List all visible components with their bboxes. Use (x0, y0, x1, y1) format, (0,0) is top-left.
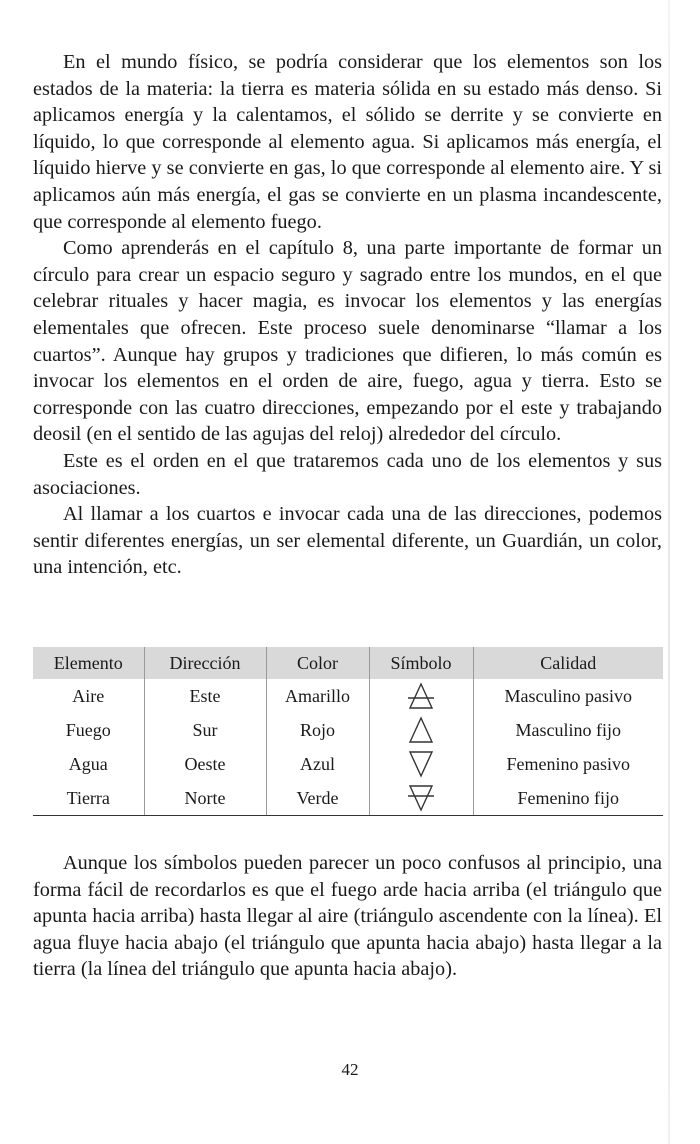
table-row (33, 713, 663, 747)
table-row (33, 679, 663, 713)
air-symbol-icon (408, 681, 434, 711)
elements-table (33, 647, 663, 816)
table-row (33, 747, 663, 781)
body-text-bottom (33, 850, 662, 983)
header-color: Color (266, 647, 369, 679)
cell-elemento: Fuego (65, 719, 111, 740)
table-header-row (33, 647, 663, 679)
header-simbolo: Símbolo (369, 647, 473, 679)
header-elemento: Elemento (33, 647, 144, 679)
water-symbol-icon (408, 749, 434, 779)
paragraph: Este es el orden en el que trataremos cada uno de los elementos y sus asociaciones. (33, 449, 662, 499)
cell-color: Verde (266, 781, 369, 816)
page-edge-shadow (668, 0, 670, 1144)
fire-symbol-icon (408, 715, 434, 745)
cell-calidad: Masculino pasivo (473, 679, 663, 713)
cell-direccion: Sur (144, 713, 266, 747)
earth-symbol-icon (408, 783, 434, 813)
cell-elemento: Tierra (33, 781, 144, 816)
cell-color: Amarillo (266, 679, 369, 713)
header-direccion: Dirección (144, 647, 266, 679)
cell-simbolo (369, 781, 473, 816)
cell-simbolo (369, 713, 473, 747)
cell-color: Rojo (266, 713, 369, 747)
cell-elemento: Agua (68, 753, 108, 774)
cell-direccion: Este (144, 679, 266, 713)
cell-simbolo (369, 747, 473, 781)
header-calidad: Calidad (473, 647, 663, 679)
cell-direccion: Oeste (144, 747, 266, 781)
table-row (33, 781, 663, 816)
cell-simbolo (369, 679, 473, 713)
cell-direccion: Norte (144, 781, 266, 816)
body-text-top (33, 49, 662, 581)
paragraph: Al llamar a los cuartos e invocar cada una de las direcciones, podemos sentir diferentes energías, un ser elemental diferente, un Guardián, un color, una intención, etc. (33, 503, 662, 579)
cell-elemento: Aire (72, 685, 105, 706)
cell-calidad: Femenino pasivo (473, 747, 663, 781)
paragraph: Como aprenderás en el capítulo 8, una parte importante de formar un círculo para crear un espacio seguro y sagrado entre los mundos, en el que celebrar rituales y hacer magia, es invocar los elementos y las energías elementales que ofrecen. Este proceso suele denominarse “llamar a los cuartos”. Aunque hay grupos y tradiciones que difieren, lo más común es invocar los elementos en el orden de aire, fuego, agua y tierra. Esto se corresponde con las cuatro direcciones, empezando por el este y trabajando deosil (en el sentido de las agujas del reloj) alrededor del círculo. (33, 237, 662, 446)
cell-calidad: Masculino fijo (473, 713, 663, 747)
page-number: 42 (341, 1060, 359, 1079)
paragraph: En el mundo físico, se podría considerar que los elementos son los estados de la materia: la tierra es materia sólida en su estado más denso. Si aplicamos energía y la calentamos, el sólido se derrite y se convierte en líquido, lo que corresponde al elemento agua. Si aplicamos más energía, el líquido hierve y se convierte en gas, lo que corresponde al elemento aire. Y si aplicamos aún más energía, el gas se convierte en un plasma incandescente, que corresponde al elemento fuego. (33, 51, 662, 233)
cell-color: Azul (266, 747, 369, 781)
cell-calidad: Femenino fijo (473, 781, 663, 816)
paragraph: Aunque los símbolos pueden parecer un poco confusos al principio, una forma fácil de recordarlos es que el fuego arde hacia arriba (el triángulo que apunta hacia arriba) hasta llegar al aire (triángulo ascendente con la línea). El agua fluye hacia abajo (el triángulo que apunta hacia abajo) hasta llegar a la tierra (la línea del triángulo que apunta hacia abajo). (33, 852, 662, 981)
